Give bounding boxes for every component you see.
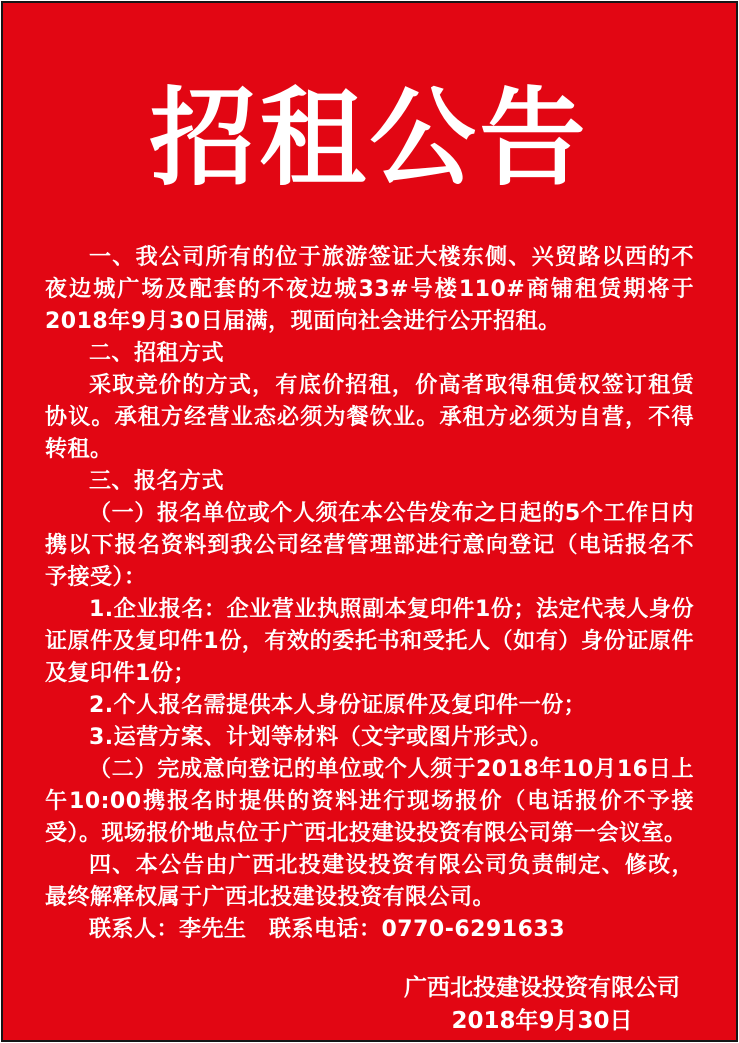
- paragraph-section-1: 一、我公司所有的位于旅游签证大楼东侧、兴贸路以西的不夜边城广场及配套的不夜边城33#号楼110#商铺租赁期将于2018年9月30日届满，现面向社会进行公开招租。: [45, 245, 694, 335]
- signature-inner: [404, 972, 680, 1038]
- signature-block: [45, 972, 694, 1038]
- rental-announcement-poster: [1, 1, 738, 1042]
- paragraph-section-4: 四、本公告由广西北投建设投资有限公司负责制定、修改，最终解释权属于广西北投建设投资有限公司。: [45, 853, 694, 911]
- paragraph-section-2-heading: 二、招租方式: [89, 341, 225, 367]
- paragraph-registration-intro: （一）报名单位或个人须在本公告发布之日起的5个工作日内携以下报名资料到我公司经营管理部进行意向登记（电话报名不予接受）：: [45, 501, 694, 591]
- contact-line: 联系人：李先生 联系电话：0770-6291633: [89, 917, 566, 943]
- signature-date: 2018年9月30日: [451, 1008, 633, 1035]
- paragraph-enterprise-requirements: 1.企业报名：企业营业执照副本复印件1份；法定代表人身份证原件及复印件1份，有效的委托书和受托人（如有）身份证原件及复印件1份；: [45, 597, 694, 687]
- paragraph-section-2-body: 采取竞价的方式，有底价招租，价高者取得租赁权签订租赁协议。承租方经营业态必须为餐饮业。承租方必须为自营，不得转租。: [45, 373, 694, 463]
- announcement-body: [45, 242, 694, 946]
- paragraph-bidding-details: （二）完成意向登记的单位或个人须于2018年10月16日上午10:00携报名时提供的资料进行现场报价（电话报价不予接受）。现场报价地点位于广西北投建设投资有限公司第一会议室。: [45, 757, 694, 847]
- poster-title: 招租公告: [149, 75, 590, 200]
- signature-company: 广西北投建设投资有限公司: [404, 975, 680, 1002]
- paragraph-operation-plan: 3.运营方案、计划等材料（文字或图片形式）。: [89, 725, 553, 751]
- paragraph-individual-requirements: 2.个人报名需提供本人身份证原件及复印件一份；: [89, 693, 587, 719]
- paragraph-section-3-heading: 三、报名方式: [89, 469, 225, 495]
